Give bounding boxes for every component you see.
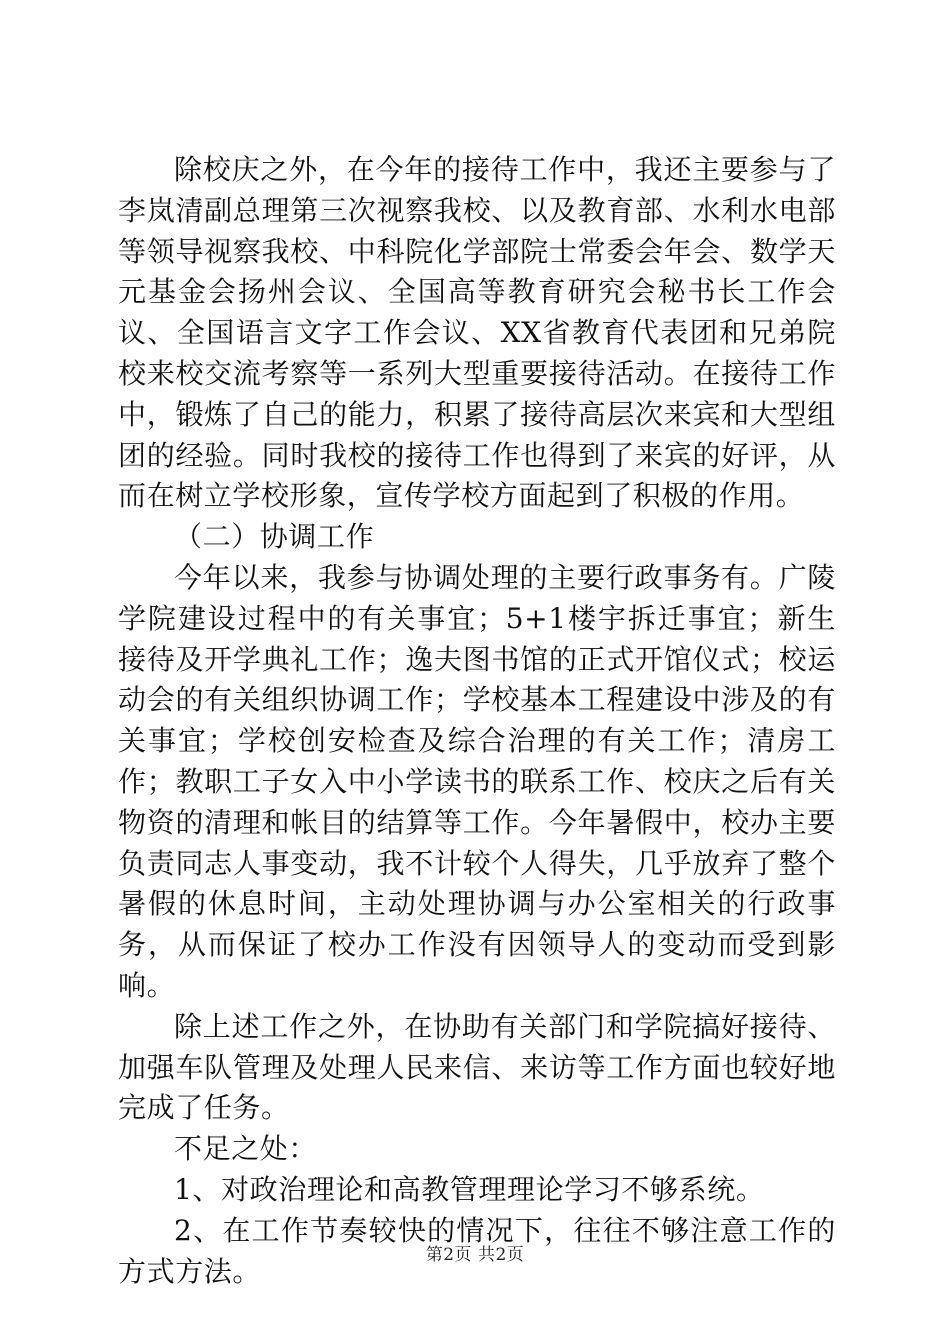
heading-shortcomings: 不足之处：	[174, 1132, 318, 1166]
paragraph-other-work: 除上述工作之外，在协助有关部门和学院搞好接待、加强车队管理及处理人民来信、来访等工作方面也较好地完成了任务。	[118, 1009, 836, 1125]
page-number-footer: 第2页 共2页	[425, 1245, 525, 1265]
section-heading-coordination: （二）协调工作	[174, 520, 375, 554]
paragraph-reception: 除校庆之外，在今年的接待工作中，我还主要参与了李岚清副总理第三次视察我校、以及教育部、水利水电部等领导视察我校、中科院化学部院士常委会年会、数学天元基金会扬州会议、全国高等教育研究会秘书长工作会议、全国语言文字工作会议、XX省教育代表团和兄弟院校来校交流考察等一系列大型重要接待活动。在接待工作中，锻炼了自己的能力，积累了接待高层次来宾和大型组团的经验。同时我校的接待工作也得到了来宾的好评，从而在树立学校形象，宣传学校方面起到了积极的作用。	[118, 153, 836, 513]
shortcoming-item-2: 2、在工作节奏较快的情况下，往往不够注意工作的方式方法。	[118, 1213, 836, 1288]
shortcoming-item-1: 1、对政治理论和高教管理理论学习不够系统。	[174, 1172, 765, 1206]
paragraph-coordination: 今年以来，我参与协调处理的主要行政事务有。广陵学院建设过程中的有关事宜；5+1楼宇拆迁事宜；新生接待及开学典礼工作；逸夫图书馆的正式开馆仪式；校运动会的有关组织协调工作；学校基本工程建设中涉及的有关事宜；学校创安检查及综合治理的有关工作；清房工作；教职工子女入中小学读书的联系工作、校庆之后有关物资的清理和帐目的结算等工作。今年暑假中，校办主要负责同志人事变动，我不计较个人得失，几乎放弃了整个暑假的休息时间，主动处理协调与办公室相关的行政事务，从而保证了校办工作没有因领导人的变动而受到影响。	[118, 560, 836, 1002]
document-body	[118, 150, 836, 1292]
